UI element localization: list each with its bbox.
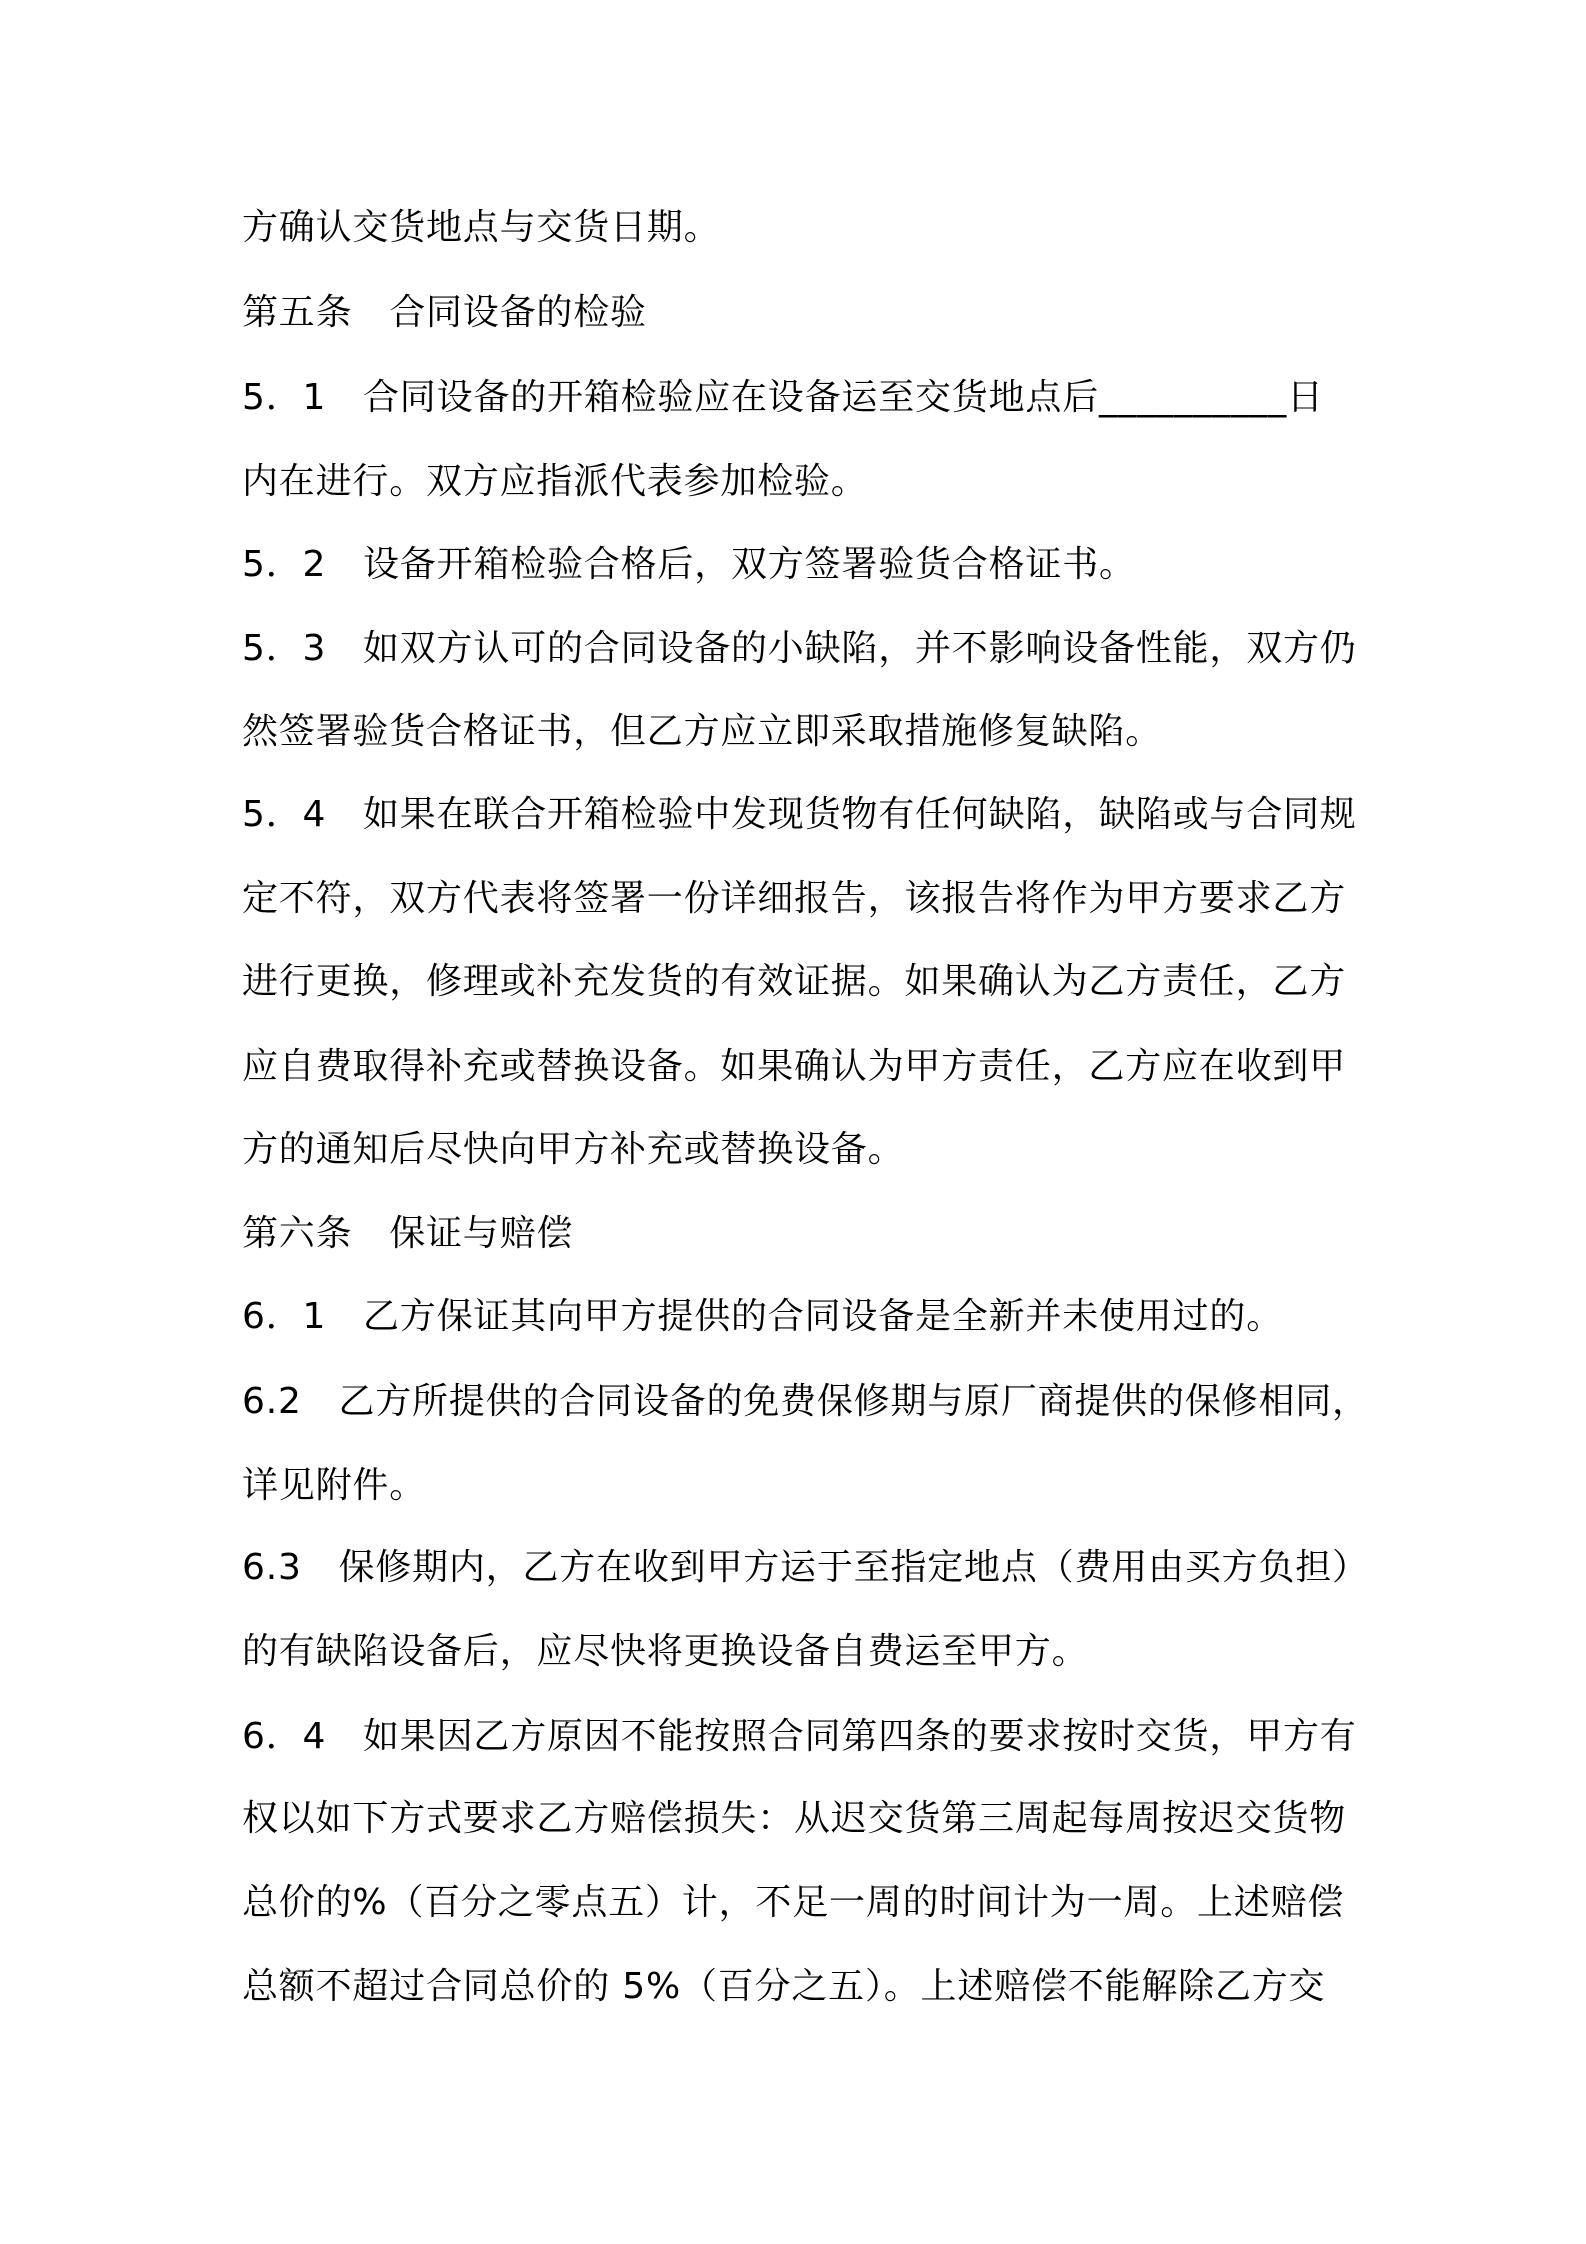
text-line: 5．2 设备开箱检验合格后，双方签署验货合格证书。 bbox=[242, 544, 1136, 585]
text-line: 定不符，双方代表将签署一份详细报告，该报告将作为甲方要求乙方 bbox=[242, 878, 1347, 919]
text-line: 6.3 保修期内，乙方在收到甲方运于至指定地点（费用由买方负担） bbox=[242, 1547, 1369, 1588]
text-line: 应自费取得补充或替换设备。如果确认为甲方责任，乙方应在收到甲 bbox=[242, 1046, 1347, 1087]
text-line: 权以如下方式要求乙方赔偿损失：从迟交货第三周起每周按迟交货物 bbox=[242, 1798, 1347, 1839]
text-line: 详见附件。 bbox=[242, 1465, 427, 1506]
text-line: 然签署验货合格证书，但乙方应立即采取措施修复缺陷。 bbox=[242, 711, 1163, 752]
text-line: 5．1 合同设备的开箱检验应在设备运至交货地点后__________日 bbox=[242, 377, 1324, 418]
text-line: 内在进行。双方应指派代表参加检验。 bbox=[242, 461, 868, 502]
text-line: 方确认交货地点与交货日期。 bbox=[242, 207, 721, 248]
text-line: 的有缺陷设备后，应尽快将更换设备自费运至甲方。 bbox=[242, 1631, 1089, 1672]
text-line: 5．4 如果在联合开箱检验中发现货物有任何缺陷，缺陷或与合同规 bbox=[242, 794, 1357, 835]
text-line: 总额不超过合同总价的 5%（百分之五）。上述赔偿不能解除乙方交 bbox=[242, 1966, 1326, 2007]
text-line: 6．4 如果因乙方原因不能按照合同第四条的要求按时交货，甲方有 bbox=[242, 1716, 1357, 1757]
section-heading-article-6: 第六条 保证与赔偿 bbox=[242, 1213, 574, 1254]
section-heading-article-5: 第五条 合同设备的检验 bbox=[242, 292, 647, 333]
text-line: 6.2 乙方所提供的合同设备的免费保修期与原厂商提供的保修相同， bbox=[242, 1381, 1369, 1422]
text-line: 6．1 乙方保证其向甲方提供的合同设备是全新并未使用过的。 bbox=[242, 1296, 1284, 1337]
text-line: 5．3 如双方认可的合同设备的小缺陷，并不影响设备性能，双方仍 bbox=[242, 628, 1357, 669]
text-line: 方的通知后尽快向甲方补充或替换设备。 bbox=[242, 1129, 905, 1170]
text-line: 总价的%（百分之零点五）计，不足一周的时间计为一周。上述赔偿 bbox=[242, 1882, 1345, 1923]
text-line: 进行更换，修理或补充发货的有效证据。如果确认为乙方责任，乙方 bbox=[242, 961, 1347, 1002]
